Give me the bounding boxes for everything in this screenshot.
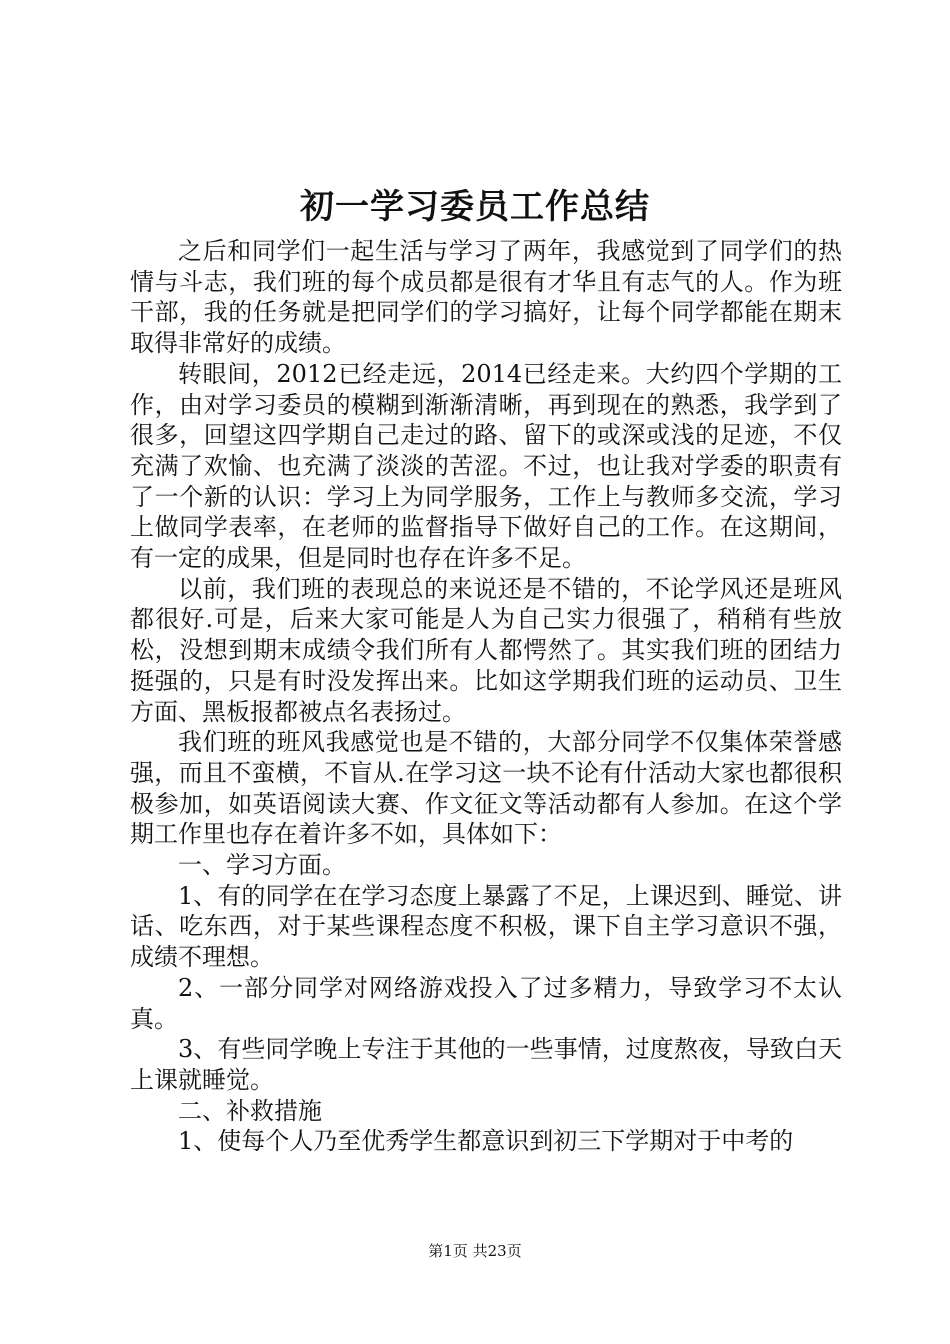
document-body bbox=[130, 236, 842, 1157]
list-item: 3、有些同学晚上专注于其他的一些事情，过度熬夜，导致白天上课就睡觉。 bbox=[130, 1035, 842, 1094]
paragraph: 转眼间，2012已经走远，2014已经走来。大约四个学期的工作，由对学习委员的模糊到渐渐清晰，再到现在的熟悉，我学到了很多，回望这四学期自己走过的路、留下的或深或浅的足迹，不仅充满了欢愉、也充满了淡淡的苦涩。不过，也让我对学委的职责有了一个新的认识：学习上为同学服务，工作上与教师多交流，学习上做同学表率，在老师的监督指导下做好自己的工作。在这期间，有一定的成果，但是同时也存在许多不足。 bbox=[130, 359, 842, 573]
section-heading: 二、补救措施 bbox=[178, 1096, 322, 1125]
paragraph: 我们班的班风我感觉也是不错的，大部分同学不仅集体荣誉感强，而且不蛮横，不盲从.在学习这一块不论有什活动大家也都很积极参加，如英语阅读大赛、作文征文等活动都有人参加。在这个学期工作里也存在着许多不如，具体如下： bbox=[130, 728, 842, 849]
page-footer bbox=[0, 1240, 950, 1262]
document-title: 初一学习委员工作总结 bbox=[300, 187, 650, 227]
list-item: 2、一部分同学对网络游戏投入了过多精力，导致学习不太认真。 bbox=[130, 973, 842, 1033]
page-number: 第1页 bbox=[428, 1242, 468, 1260]
paragraph: 以前，我们班的表现总的来说还是不错的，不论学风还是班风都很好.可是，后来大家可能是人为自己实力很强了，稍稍有些放松，没想到期末成绩令我们所有人都愕然了。其实我们班的团结力挺强的，只是有时没发挥出来。比如这学期我们班的运动员、卫生方面、黑板报都被点名表扬过。 bbox=[130, 574, 842, 726]
section-heading: 一、学习方面。 bbox=[178, 851, 346, 880]
paragraph: 之后和同学们一起生活与学习了两年，我感觉到了同学们的热情与斗志，我们班的每个成员都是很有才华且有志气的人。作为班干部，我的任务就是把同学们的学习搞好，让每个同学都能在期末取得非常好的成绩。 bbox=[130, 237, 842, 358]
page-total: 共23页 bbox=[472, 1242, 522, 1260]
list-item: 1、有的同学在在学习态度上暴露了不足，上课迟到、睡觉、讲话、吃东西，对于某些课程态度不积极，课下自主学习意识不强，成绩不理想。 bbox=[130, 881, 842, 972]
list-item: 1、使每个人乃至优秀学生都意识到初三下学期对于中考的 bbox=[178, 1127, 794, 1156]
